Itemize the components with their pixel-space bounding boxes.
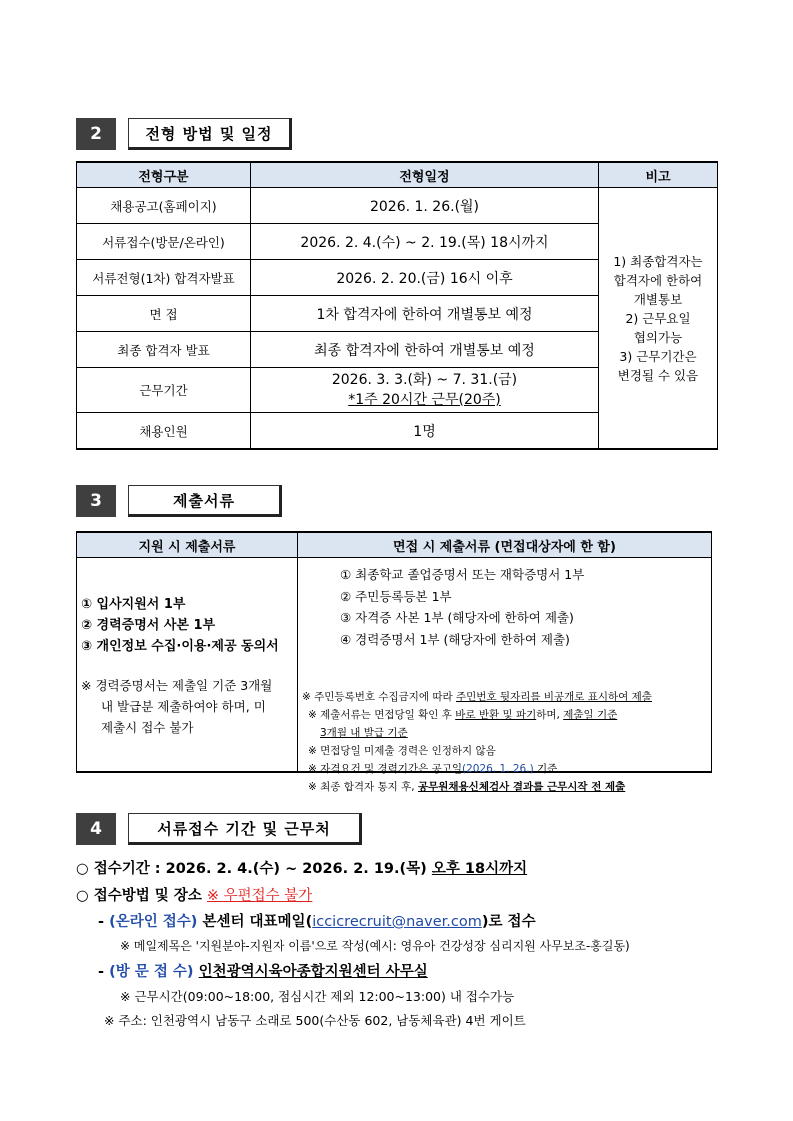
list-item: ② 경력증명서 사본 1부 (81, 618, 216, 633)
apply-docs-cell (77, 558, 298, 773)
note-line: 내 발급분 제출하여야 하며, 미 (101, 699, 266, 714)
section-title: 서류접수 기간 및 근무처 (128, 813, 362, 845)
note-line: 개별통보 (633, 291, 683, 307)
category-cell: 채용공고(홈페이지) (77, 188, 251, 224)
list-item: ③ 자격증 사본 1부 (해당자에 한하여 제출) (340, 610, 574, 625)
documents-table (76, 531, 712, 793)
note-line: 제출시 접수 불가 (101, 720, 194, 735)
note-line: 1) 최종합격자는 (613, 253, 703, 269)
section-number: 4 (76, 813, 116, 845)
section-title: 제출서류 (128, 485, 282, 517)
note-line: ※ 주민등록번호 수집금지에 따라 주민번호 뒷자리를 비공개로 표시하여 제출 (302, 691, 652, 703)
schedule-cell: 2026. 2. 20.(금) 16시 이후 (251, 260, 599, 296)
table-header: 면접 시 제출서류 (면접대상자에 한 함) (298, 532, 712, 558)
note-line: 3개월 내 발급 기준 (320, 727, 408, 739)
note-line: ※ 제출서류는 면접당일 확인 후 바로 반환 및 파기하며, 제출일 기준 (308, 709, 618, 721)
method-line: ○ 접수방법 및 장소 ※ 우편접수 불가 (76, 888, 313, 904)
table-row (77, 188, 718, 224)
category-cell: 근무기간 (77, 368, 251, 413)
list-item: ② 주민등록등본 1부 (340, 588, 452, 604)
list-item: ① 입사지원서 1부 (81, 597, 186, 612)
schedule-cell: 1명 (251, 413, 599, 450)
visit-line: - (방 문 접 수) 인천광역시육아종합지원센터 사무실 (98, 964, 428, 980)
address-line: ※ 주소: 인천광역시 남동구 소래로 500(수산동 602, 남동체육관) 4번 게이트 (104, 1013, 526, 1028)
schedule-table (76, 161, 718, 450)
list-item: ③ 개인정보 수집·이용·제공 동의서 (81, 639, 279, 654)
note-line: ※ 자격요건 및 경력기간은 공고일(2026. 1. 26.) 기준 (308, 763, 558, 775)
category-cell: 서류접수(방문/온라인) (77, 224, 251, 260)
online-line: - (온라인 접수) 본센터 대표메일(iccicrecruit@naver.com)로 접수 (98, 914, 536, 930)
category-cell: 서류전형(1차) 합격자발표 (77, 260, 251, 296)
category-cell: 채용인원 (77, 413, 251, 450)
note-line: 2) 근무요일 (625, 310, 691, 326)
interview-docs-cell (298, 558, 712, 793)
note-cell (599, 188, 718, 450)
schedule-line: *1주 20시간 근무(20주) (348, 392, 501, 408)
note-line: 협의가능 (633, 329, 683, 345)
period-line: ○ 접수기간 : 2026. 2. 4.(수) ~ 2026. 2. 19.(목) 오후 18시까지 (76, 861, 528, 877)
section2-heading (76, 118, 292, 150)
schedule-cell: 2026. 1. 26.(월) (251, 188, 599, 224)
schedule-cell: 1차 합격자에 한하여 개별통보 예정 (251, 296, 599, 332)
category-cell: 면 접 (77, 296, 251, 332)
note-line: 3) 근무기간은 (619, 348, 697, 364)
table-header: 전형일정 (251, 162, 599, 188)
visit-note: ※ 근무시간(09:00~18:00, 점심시간 제외 12:00~13:00) 내 접수가능 (120, 989, 515, 1004)
section4-heading (76, 813, 362, 845)
note-line: 변경될 수 있음 (617, 367, 699, 383)
schedule-cell: 2026. 2. 4.(수) ~ 2. 19.(목) 18시까지 (251, 224, 599, 260)
schedule-line: 2026. 3. 3.(화) ~ 7. 31.(금) (331, 372, 518, 388)
section-title: 전형 방법 및 일정 (128, 118, 292, 150)
category-cell: 최종 합격자 발표 (77, 332, 251, 368)
schedule-cell (251, 368, 599, 413)
note-line: ※ 최종 합격자 통지 후, 공무원채용신체검사 결과를 근무시작 전 제출 (308, 781, 626, 793)
schedule-cell: 최종 합격자에 한하여 개별통보 예정 (251, 332, 599, 368)
section-number: 3 (76, 485, 116, 517)
section-number: 2 (76, 118, 116, 150)
note-line: 합격자에 한하여 (613, 272, 703, 288)
online-note: ※ 메일제목은 '지원분야-지원자 이름'으로 작성(예시: 영유아 건강성장 심리지원 사무보조-홍길동) (120, 939, 630, 953)
list-item: ① 최종학교 졸업증명서 또는 재학증명서 1부 (340, 567, 585, 582)
table-header: 비고 (599, 162, 718, 188)
note-line: ※ 경력증명서는 제출일 기준 3개월 (81, 678, 273, 693)
list-item: ④ 경력증명서 1부 (해당자에 한하여 제출) (340, 631, 570, 647)
table-header: 전형구분 (77, 162, 251, 188)
table-header: 지원 시 제출서류 (77, 532, 298, 558)
email-link[interactable]: iccicrecruit@naver.com (312, 914, 482, 930)
section3-heading (76, 485, 282, 517)
note-line: ※ 면접당일 미제출 경력은 인정하지 않음 (308, 745, 496, 757)
